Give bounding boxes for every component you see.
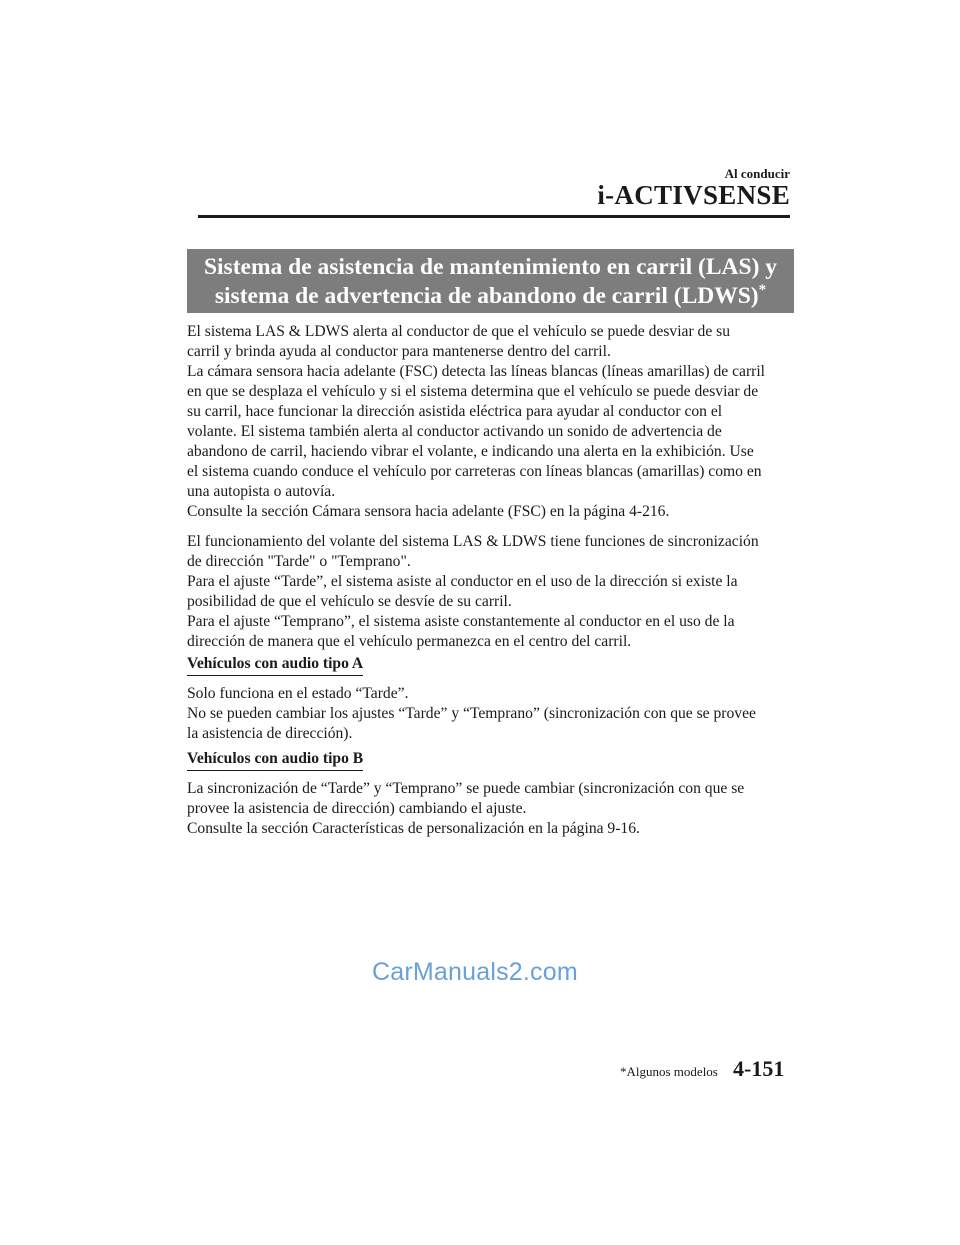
page-number: 4-151	[733, 1056, 785, 1081]
footnote: *Algunos modelos	[620, 1064, 718, 1079]
text-line: dirección de manera que el vehículo permanezca en el centro del carril.	[187, 633, 632, 650]
text-line: Para el ajuste “Tarde”, el sistema asiste al conductor en el uso de la dirección si existe la	[187, 573, 738, 590]
text-line: en que se desplaza el vehículo y si el sistema determina que el vehículo se puede desviar de	[187, 383, 759, 400]
text-line: de dirección "Tarde" o "Temprano".	[187, 553, 411, 570]
text-line: provee la asistencia de dirección) cambiando el ajuste.	[187, 800, 527, 817]
header-divider	[198, 215, 790, 218]
text-line: No se pueden cambiar los ajustes “Tarde” y “Temprano” (sincronización con que se provee	[187, 705, 756, 722]
text-line: posibilidad de que el vehículo se desvíe de su carril.	[187, 593, 512, 610]
subheading-underline	[187, 675, 363, 676]
steering-paragraph	[187, 532, 791, 652]
text-line: una autopista o autovía.	[187, 483, 336, 500]
text-line: su carril, hace funcionar la dirección asistida eléctrica para ayudar al conductor con el	[187, 403, 723, 420]
subheading-underline	[187, 770, 363, 771]
banner-line-2-text: sistema de advertencia de abandono de carril (LDWS)	[214, 283, 759, 309]
section-banner	[187, 249, 794, 313]
text-line: carril y brinda ayuda al conductor para mantenerse dentro del carril.	[187, 343, 611, 360]
text-line: Para el ajuste “Temprano”, el sistema asiste constantemente al conductor en el uso de la	[187, 613, 735, 630]
banner-asterisk: *	[758, 282, 767, 299]
text-line: abandono de carril, haciendo vibrar el volante, e indicando una alerta en la exhibición. Use	[187, 443, 754, 460]
intro-paragraph	[187, 322, 791, 522]
banner-line-1: Sistema de asistencia de mantenimiento en carril (LAS) y	[203, 254, 778, 280]
text-line: El sistema LAS & LDWS alerta al conductor de que el vehículo se puede desviar de su	[187, 323, 731, 340]
text-line: Solo funciona en el estado “Tarde”.	[187, 685, 409, 702]
header-section: Al conducir	[724, 166, 790, 181]
header-chapter-title: i-ACTIVSENSE	[597, 180, 790, 210]
subheading-text: Vehículos con audio tipo A	[187, 655, 364, 672]
text-line: La sincronización de “Tarde” y “Temprano” se puede cambiar (sincronización con que se	[187, 780, 745, 797]
subheading-audio-type-a	[187, 654, 363, 676]
banner-line-2	[187, 282, 794, 311]
text-line: La cámara sensora hacia adelante (FSC) detecta las líneas blancas (líneas amarillas) de carril	[187, 363, 765, 380]
text-line: El funcionamiento del volante del sistema LAS & LDWS tiene funciones de sincronización	[187, 533, 759, 550]
text-line: el sistema cuando conduce el vehículo por carreteras con líneas blancas (amarillas) como en	[187, 463, 762, 480]
section-b-paragraph	[187, 779, 791, 839]
watermark-text: CarManuals2.com	[372, 958, 578, 986]
section-a-paragraph	[187, 684, 791, 744]
subheading-audio-type-b	[187, 749, 363, 771]
text-line: Consulte la sección Cámara sensora hacia adelante (FSC) en la página 4-216.	[187, 503, 670, 520]
subheading-text: Vehículos con audio tipo B	[187, 750, 364, 767]
text-line: Consulte la sección Características de personalización en la página 9-16.	[187, 820, 640, 837]
text-line: volante. El sistema también alerta al conductor activando un sonido de advertencia de	[187, 423, 722, 440]
text-line: la asistencia de dirección).	[187, 725, 353, 742]
